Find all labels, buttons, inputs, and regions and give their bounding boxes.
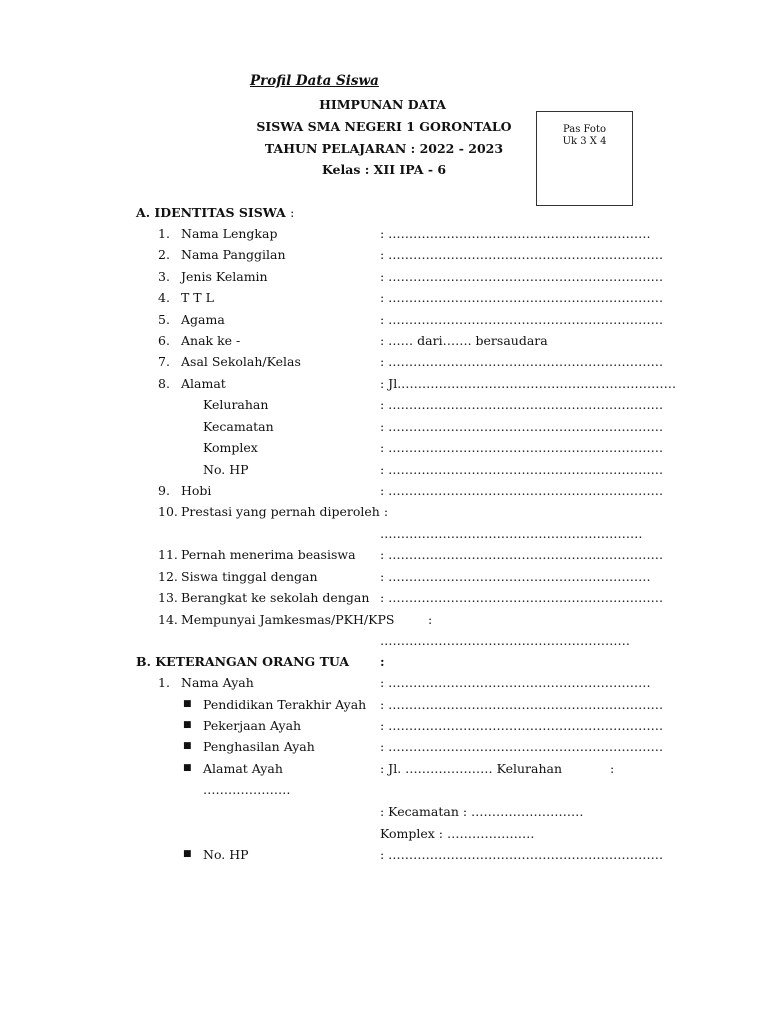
bullet-icon: ■ xyxy=(183,849,192,859)
item-label: Nama Panggilan xyxy=(181,247,286,262)
item-num: 2. xyxy=(158,247,170,262)
item-num: 7. xyxy=(158,354,170,369)
bullet-icon: ■ xyxy=(183,763,192,773)
item-value: : ………………………………………………………… xyxy=(380,269,664,284)
item-value: : ……………………………………………………… xyxy=(380,226,651,241)
item-value: : ………………………………………………………… xyxy=(380,290,664,305)
kecamatan-line: : Kecamatan : ……………………… xyxy=(380,804,584,819)
photo-box xyxy=(536,111,633,206)
item-value: : ………………………………………………………… xyxy=(380,590,664,605)
item-label: Kecamatan xyxy=(203,419,274,434)
ayah-num: 1. xyxy=(158,675,170,690)
bullet-label: Penghasilan Ayah xyxy=(203,739,315,754)
item-num: 4. xyxy=(158,290,170,305)
item-label: Kelurahan xyxy=(203,397,269,412)
alamat-ayah-label: Alamat Ayah xyxy=(203,761,283,776)
komplex-line: Komplex : ………………… xyxy=(380,826,535,841)
header-line-4: Kelas : XII IPA - 6 xyxy=(321,162,447,177)
header-line-3: TAHUN PELAJARAN : 2022 - 2023 xyxy=(264,141,504,156)
item-label: T T L xyxy=(181,290,214,305)
item-label: Jenis Kelamin xyxy=(181,269,268,284)
bullet-icon: ■ xyxy=(183,699,192,709)
item-num: 6. xyxy=(158,333,170,348)
item-value: : ………………………………………………………… xyxy=(380,397,664,412)
bullet-icon: ■ xyxy=(183,720,192,730)
bullet-value: : ………………………………………………………… xyxy=(380,718,664,733)
item-value: …………………………………………………… xyxy=(380,633,630,648)
item-value: : ………………………………………………………… xyxy=(380,547,664,562)
item-value: : ………………………………………………………… xyxy=(380,440,664,455)
bullet-icon: ■ xyxy=(183,741,192,751)
item-num: 5. xyxy=(158,312,170,327)
alamat-ayah-colon: : xyxy=(610,761,615,776)
item-value: ……………………………………………………… xyxy=(380,526,643,541)
item-label: Asal Sekolah/Kelas xyxy=(181,354,301,369)
item-value: : ………………………………………………………… xyxy=(380,247,664,262)
item-value: : Jl.………………………………………………………… xyxy=(380,376,677,391)
item-label: Anak ke - xyxy=(181,333,241,348)
bullet-value: : ………………………………………………………… xyxy=(380,739,664,754)
item-num: 13. xyxy=(158,590,178,605)
item-label: Hobi xyxy=(181,483,212,498)
item-num: 10. xyxy=(158,504,178,519)
section-a-heading xyxy=(136,205,294,220)
item-num: 3. xyxy=(158,269,170,284)
item-value: : ………………………………………………………… xyxy=(380,419,664,434)
section-b-colon: : xyxy=(380,654,385,669)
bullet-label: Pekerjaan Ayah xyxy=(203,718,302,733)
page-title: Profil Data Siswa xyxy=(250,73,379,89)
item-label: No. HP xyxy=(203,462,249,477)
ayah-label: Nama Ayah xyxy=(181,675,254,690)
item-label: Komplex xyxy=(203,440,258,455)
item-value: : ………………………………………………………… xyxy=(380,483,664,498)
item-label: Nama Lengkap xyxy=(181,226,278,241)
item-label: Alamat xyxy=(181,376,226,391)
hp-label: No. HP xyxy=(203,847,249,862)
hp-value: : ………………………………………………………… xyxy=(380,847,664,862)
bullet-label: Pendidikan Terakhir Ayah xyxy=(203,697,367,712)
item-num: 9. xyxy=(158,483,170,498)
header-line-2: SISWA SMA NEGERI 1 GORONTALO xyxy=(256,119,512,134)
header-line-1: HIMPUNAN DATA xyxy=(319,97,446,112)
item-value: : ……………………………………………………… xyxy=(380,569,651,584)
ayah-value: : ……………………………………………………… xyxy=(380,675,651,690)
item-num: 1. xyxy=(158,226,170,241)
photo-label-2: Uk 3 X 4 xyxy=(562,136,607,147)
item-num: 8. xyxy=(158,376,170,391)
item-value: : ………………………………………………………… xyxy=(380,462,664,477)
section-b-heading: B. KETERANGAN ORANG TUA xyxy=(136,654,350,669)
item-value: : ………………………………………………………… xyxy=(380,354,664,369)
section-a-colon: : xyxy=(290,205,295,220)
item-num: 14. xyxy=(158,612,178,627)
item-label: Siswa tinggal dengan xyxy=(181,569,318,584)
bullet-value: : ………………………………………………………… xyxy=(380,697,664,712)
item-value: : ………………………………………………………… xyxy=(380,312,664,327)
alamat-ayah-value: : Jl. ………………… Kelurahan xyxy=(380,761,563,776)
item-label: Pernah menerima beasiswa xyxy=(181,547,356,562)
section-a-title: A. IDENTITAS SISWA xyxy=(136,205,286,220)
item-label: Agama xyxy=(181,312,225,327)
item-num: 11. xyxy=(158,547,178,562)
item-label: Prestasi yang pernah diperoleh : xyxy=(181,504,389,519)
item-colon: : xyxy=(428,612,433,627)
alamat-ayah-continuation: ………………… xyxy=(203,782,291,797)
item-label: Berangkat ke sekolah dengan xyxy=(181,590,370,605)
item-value: : …… dari……. bersaudara xyxy=(380,333,548,348)
item-label: Mempunyai Jamkesmas/PKH/KPS xyxy=(181,612,395,627)
item-num: 12. xyxy=(158,569,178,584)
photo-label-1: Pas Foto xyxy=(562,124,606,135)
